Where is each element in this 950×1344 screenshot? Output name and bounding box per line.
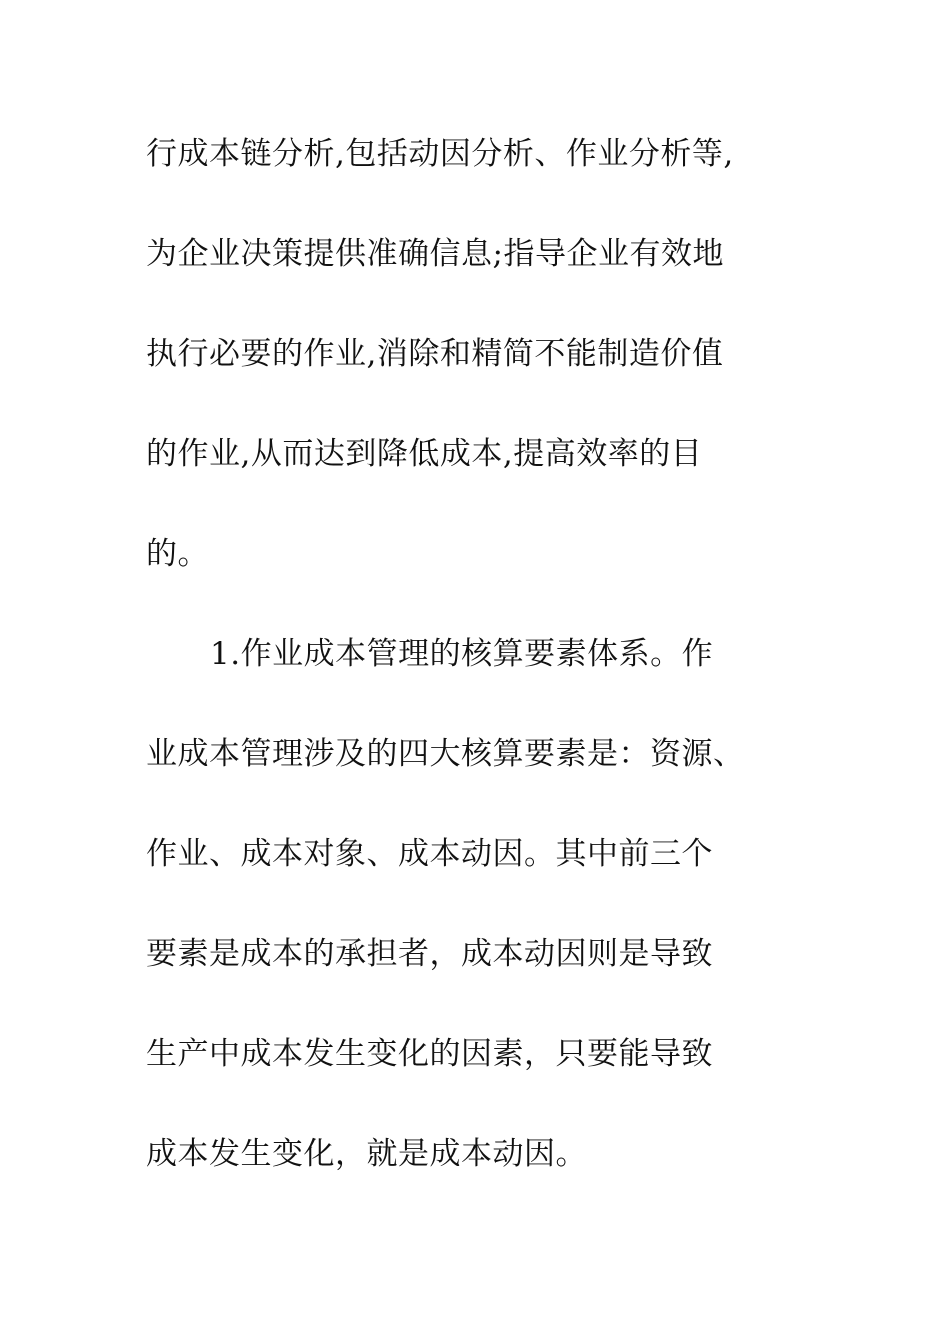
- body-text: [146, 112, 826, 1212]
- text-line: 作业、成本对象、成本动因。其中前三个: [146, 836, 713, 872]
- text-line: 为企业决策提供准确信息;指导企业有效地: [146, 236, 724, 272]
- text-line: 的作业,从而达到降低成本,提高效率的目: [146, 436, 703, 472]
- paragraph-1: [146, 112, 826, 612]
- text-line: 的。: [146, 536, 209, 572]
- text-line: 业成本管理涉及的四大核算要素是：资源、: [146, 736, 745, 772]
- text-line: 成本发生变化，就是成本动因。: [146, 1136, 587, 1172]
- text-line: 要素是成本的承担者，成本动因则是导致: [146, 936, 713, 972]
- text-line: 1.作业成本管理的核算要素体系。作: [210, 636, 714, 672]
- text-line: 执行必要的作业,消除和精简不能制造价值: [146, 336, 724, 372]
- text-line: 生产中成本发生变化的因素，只要能导致: [146, 1036, 713, 1072]
- paragraph-2: [146, 612, 826, 1212]
- text-line: 行成本链分析,包括动因分析、作业分析等,: [146, 136, 734, 172]
